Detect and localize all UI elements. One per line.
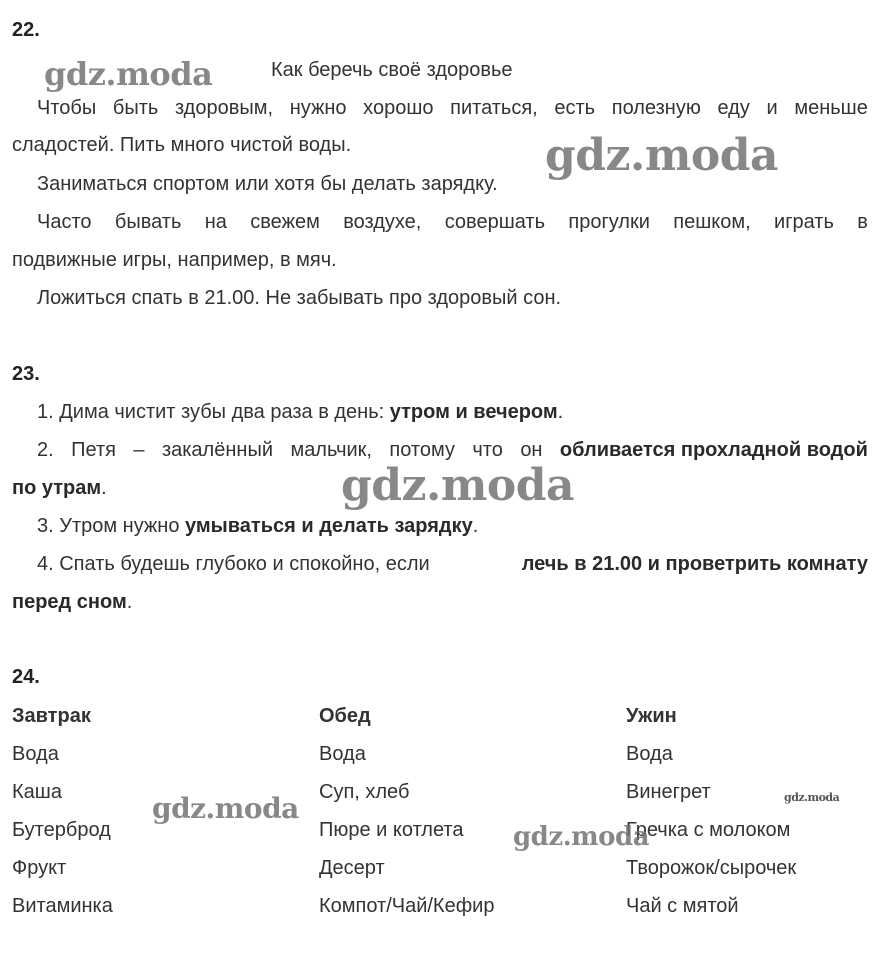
meal-column-header: Ужин — [626, 705, 677, 727]
watermark: gdz.moda — [152, 792, 299, 825]
meal-column-header: Обед — [319, 705, 371, 727]
section-22-paragraph-1-line-1 — [37, 96, 868, 120]
meal-item: Суп, хлеб — [319, 781, 410, 803]
item-2-answer-end: по утрам — [12, 477, 102, 499]
item-1-period: . — [557, 401, 564, 423]
word: питаться, — [450, 97, 538, 119]
word: Чтобы — [37, 97, 97, 119]
section-23-item-1 — [37, 400, 563, 424]
word: мальчик, — [290, 439, 372, 461]
section-23-item-4-line-2 — [12, 590, 132, 614]
section-22-paragraph-3-line-1 — [37, 210, 868, 234]
meal-item: Гречка с молоком — [626, 819, 791, 841]
word: Петя — [71, 439, 116, 461]
watermark: gdz.moda — [341, 460, 575, 511]
word: воздухе, — [343, 211, 422, 233]
watermark: gdz.moda — [545, 130, 779, 181]
word: прогулки — [568, 211, 650, 233]
word: на — [204, 211, 227, 233]
meal-item: Винегрет — [626, 781, 711, 803]
word: свежем — [250, 211, 320, 233]
meal-item: Вода — [12, 743, 59, 765]
section-23-item-3 — [37, 514, 478, 538]
word: нужно — [289, 97, 347, 119]
meal-column-header: Завтрак — [12, 705, 91, 727]
word: еду — [717, 97, 750, 119]
section-22-paragraph-2: Заниматься спортом или хотя бы делать зарядку. — [37, 173, 498, 195]
watermark: gdz.moda — [44, 55, 213, 93]
meal-item: Чай с мятой — [626, 895, 739, 917]
item-4-period: . — [126, 591, 133, 613]
meal-item: Вода — [626, 743, 673, 765]
section-22-number: 22. — [12, 19, 40, 41]
word: меньше — [794, 97, 868, 119]
word: и — [766, 97, 778, 119]
word: в — [857, 211, 868, 233]
item-1-text: 1. Дима чистит зубы два раза в день: — [37, 401, 390, 423]
meal-item: Бутерброд — [12, 819, 111, 841]
meal-item: Пюре и котлета — [319, 819, 464, 841]
word: Часто — [37, 211, 92, 233]
word: 2. — [37, 439, 54, 461]
word: здоровым, — [174, 97, 274, 119]
item-1-answer: утром и вечером — [389, 401, 558, 423]
item-3-answer: умываться и делать зарядку — [185, 515, 473, 537]
section-22-title: Как беречь своё здоровье — [271, 59, 513, 81]
section-23-number: 23. — [12, 363, 40, 385]
word: совершать — [444, 211, 546, 233]
item-4-text: 4. Спать будешь глубоко и спокойно, если — [37, 553, 430, 575]
word: – — [133, 439, 145, 461]
section-24-number: 24. — [12, 666, 40, 688]
meal-item: Вода — [319, 743, 366, 765]
section-23-item-2-line-1 — [37, 438, 868, 462]
section-23-item-2-line-2 — [12, 476, 107, 500]
word: закалённый — [161, 439, 273, 461]
section-22-paragraph-1-line-2: сладостей. Пить много чистой воды. — [12, 134, 352, 156]
meal-item: Витаминка — [12, 895, 113, 917]
meal-item: Фрукт — [12, 857, 67, 879]
meal-item: Каша — [12, 781, 62, 803]
word: потому — [389, 439, 455, 461]
watermark: gdz.moda — [513, 822, 650, 852]
item-3-text: 3. Утром нужно — [37, 515, 186, 537]
word: что — [472, 439, 503, 461]
section-22-paragraph-3-line-2: подвижные игры, например, в мяч. — [12, 249, 337, 271]
word: пешком, — [673, 211, 751, 233]
item-2-answer: обливается прохладной водой — [559, 439, 868, 461]
word: он — [520, 439, 543, 461]
meal-item: Десерт — [319, 857, 385, 879]
word: играть — [774, 211, 834, 233]
word: хорошо — [363, 97, 434, 119]
section-22-paragraph-4: Ложиться спать в 21.00. Не забывать про здоровый сон. — [37, 287, 562, 309]
word: быть — [112, 97, 159, 119]
watermark: gdz.moda — [784, 791, 840, 804]
item-3-period: . — [472, 515, 479, 537]
item-4-answer: лечь в 21.00 и проветрить комнату — [521, 553, 868, 575]
meal-item: Творожок/сырочек — [626, 857, 797, 879]
item-2-period: . — [101, 477, 107, 499]
word: полезную — [611, 97, 701, 119]
word: есть — [554, 97, 596, 119]
word: бывать — [114, 211, 182, 233]
meal-item: Компот/Чай/Кефир — [319, 895, 495, 917]
item-4-answer-end: перед сном — [12, 591, 127, 613]
section-23-item-4-line-1 — [37, 552, 868, 576]
